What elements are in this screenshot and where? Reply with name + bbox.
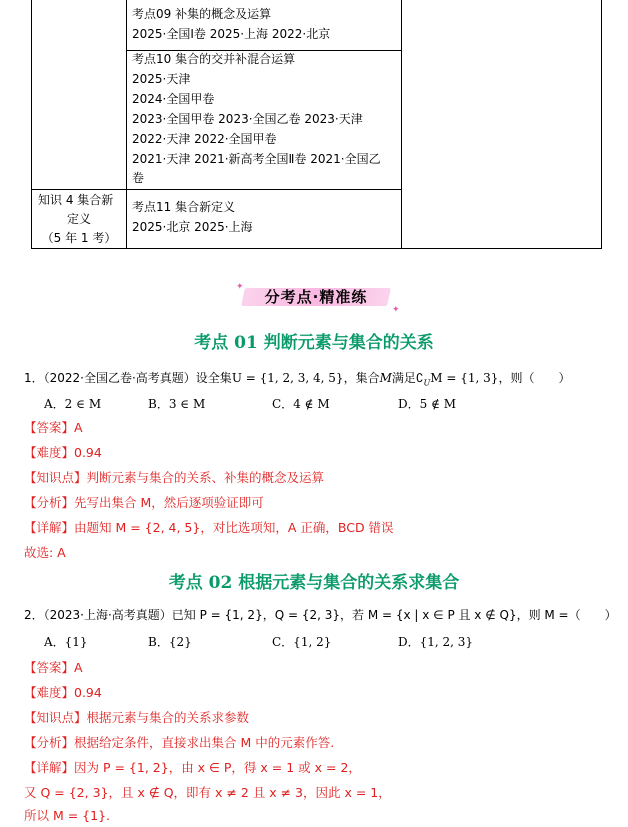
table-cell-line: 考点09 补集的概念及运算 [132, 7, 272, 21]
math-subscript: U [423, 378, 431, 388]
question-text: ，集合 [343, 371, 380, 385]
option-b: B．{2} [148, 635, 192, 649]
question-2: 2．（2023·上海·高考真题）已知 P = {1, 2}，Q = {2, 3}，若 M = {x | x ∈ P 且 x ∉ Q}，则 M =（ ） [24, 608, 617, 622]
question-text: 1．（2022·全国乙卷·高考真题）设全集 [24, 371, 232, 385]
analysis-line: 【分析】先写出集合 M，然后逐项验证即可 [24, 495, 264, 510]
table-cell-line: 2024·全国甲卷 [132, 92, 215, 106]
option-c: C．4 ∉ M [272, 397, 330, 411]
table-cell-line: 考点11 集合新定义 [132, 200, 236, 214]
answer-line: 【答案】A [24, 660, 83, 675]
detail-line: 【详解】因为 P = {1, 2}，由 x ∈ P，得 x = 1 或 x = 2， [24, 760, 361, 775]
answer-line: 【答案】A [24, 420, 83, 435]
complement-symbol: ∁ [415, 371, 424, 385]
math-expression: M [379, 371, 392, 385]
option-d: D．{1, 2, 3} [398, 635, 474, 649]
table-cell-line: 2025·北京 2025·上海 [132, 220, 253, 234]
table-cell-line: 考点10 集合的交并补混合运算 [132, 52, 296, 66]
math-expression: U = {1, 2, 3, 4, 5} [231, 371, 344, 385]
analysis-line: 【分析】根据给定条件，直接求出集合 M 中的元素作答. [24, 735, 335, 750]
option-b: B．3 ∈ M [148, 397, 206, 411]
difficulty-line: 【难度】0.94 [24, 685, 102, 700]
banner-title: 分考点·精准练 [264, 288, 368, 306]
table-knowledge-label: 定义 [66, 212, 91, 226]
table-cell-line: 2022·天津 2022·全国甲卷 [132, 132, 277, 146]
question-1 [24, 369, 570, 387]
sparkle-icon: ✦ [236, 282, 244, 292]
section-title: 考点 01 判断元素与集合的关系 [194, 333, 434, 353]
table-cell-line: 2025·全国Ⅰ卷 2025·上海 2022·北京 [132, 27, 331, 41]
detail-line: 所以 M = {1}. [24, 808, 111, 823]
table-knowledge-label: （5 年 1 考） [41, 231, 117, 245]
question-text: ，则（ ） [498, 371, 571, 385]
sparkle-icon: ✦ [392, 305, 400, 315]
detail-line: 【详解】由题知 M = {2, 4, 5}，对比选项知，A 正确，BCD 错误 [24, 520, 394, 535]
difficulty-line: 【难度】0.94 [24, 445, 102, 460]
table-cell-line: 2025·天津 [132, 72, 191, 86]
table-cell-line: 卷 [132, 171, 145, 185]
math-expression: M = {1, 3} [430, 371, 499, 385]
question-text: 满足 [391, 371, 416, 385]
table-cell-line: 2023·全国甲卷 2023·全国乙卷 2023·天津 [132, 112, 363, 126]
knowledge-line: 【知识点】判断元素与集合的关系、补集的概念及运算 [24, 470, 325, 485]
table-divider [126, 0, 127, 248]
table-cell-line: 2021·天津 2021·新高考全国Ⅱ卷 2021·全国乙 [132, 152, 381, 166]
conclusion-line: 故选: A [24, 545, 66, 560]
option-a: A．{1} [44, 635, 88, 649]
option-a: A．2 ∈ M [44, 397, 102, 411]
section-title: 考点 02 根据元素与集合的关系求集合 [168, 573, 460, 593]
option-c: C．{1, 2} [272, 635, 332, 649]
section-banner [243, 285, 389, 309]
detail-line: 又 Q = {2, 3}，且 x ∉ Q，即有 x ≠ 2 且 x ≠ 3，因此 x = 1， [24, 785, 391, 800]
table-divider [401, 0, 402, 248]
knowledge-line: 【知识点】根据元素与集合的关系求参数 [24, 710, 250, 725]
option-d: D．5 ∉ M [398, 397, 457, 411]
table-knowledge-label: 知识 4 集合新 [38, 193, 114, 207]
exam-point-table [31, 0, 602, 249]
